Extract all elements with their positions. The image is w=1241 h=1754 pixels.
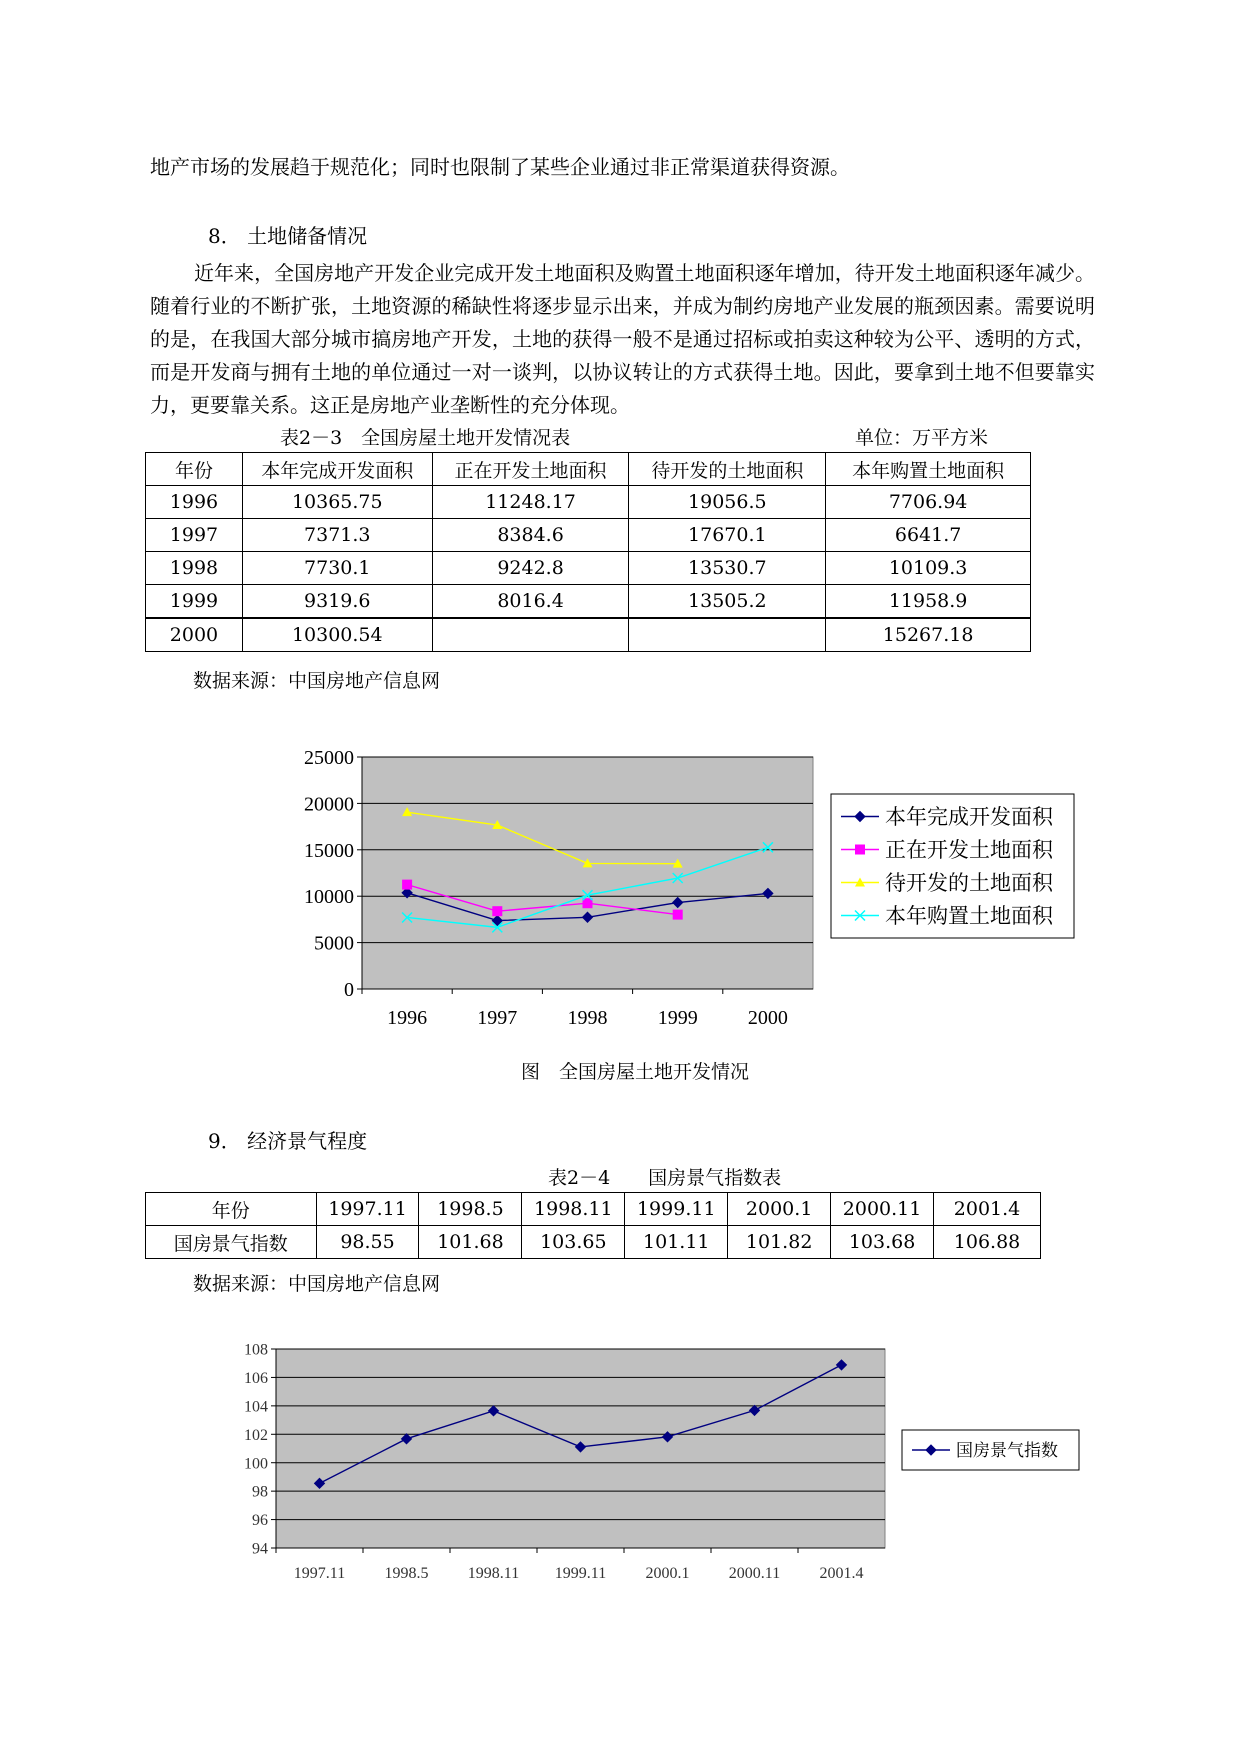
intro-line: 地产市场的发展趋于规范化；同时也限制了某些企业通过非正常渠道获得资源。 (150, 155, 850, 179)
table-cell: 101.82 (728, 1226, 831, 1259)
table-cell: 103.68 (831, 1226, 934, 1259)
y-tick-label: 98 (252, 1483, 268, 1501)
y-tick-label: 10000 (304, 886, 354, 909)
table-2-4-source: 数据来源：中国房地产信息网 (193, 1273, 441, 1295)
x-tick-label: 1998 (567, 1007, 608, 1029)
section-9-heading: 9． 经济景气程度 (208, 1129, 368, 1153)
legend-label: 本年完成开发面积 (885, 805, 1053, 830)
table-cell: 19056.5 (629, 486, 826, 519)
x-tick-label: 1999 (657, 1007, 698, 1029)
table-header-cell: 待开发的土地面积 (629, 453, 826, 486)
table-header-cell: 1997.11 (316, 1193, 419, 1226)
table-cell: 7706.94 (826, 486, 1031, 519)
table-header-cell: 1998.11 (522, 1193, 625, 1226)
table-2-3-source: 数据来源：中国房地产信息网 (193, 670, 441, 692)
table-header-cell: 年份 (146, 1193, 317, 1226)
table-cell: 10365.75 (242, 486, 432, 519)
table-header-cell: 2000.11 (831, 1193, 934, 1226)
table-cell: 8016.4 (432, 585, 629, 619)
table-cell: 101.11 (625, 1226, 728, 1259)
x-tick-label: 2001.4 (819, 1565, 864, 1582)
y-tick-label: 106 (244, 1370, 268, 1388)
table-cell: 1999 (146, 585, 243, 619)
table-cell: 1998 (146, 552, 243, 585)
table-cell: 17670.1 (629, 519, 826, 552)
y-tick-label: 5000 (314, 932, 354, 955)
table-cell: 101.68 (419, 1226, 522, 1259)
x-tick-label: 1996 (387, 1007, 428, 1029)
table-header-cell: 1999.11 (625, 1193, 728, 1226)
y-tick-label: 100 (244, 1455, 268, 1473)
table-cell: 13530.7 (629, 552, 826, 585)
data-point (402, 880, 412, 890)
legend-label: 本年购置土地面积 (885, 904, 1053, 929)
legend-label: 待开发的土地面积 (885, 871, 1053, 896)
table-row (146, 1226, 1041, 1259)
y-tick-label: 0 (344, 979, 354, 1001)
table-cell: 1997 (146, 519, 243, 552)
table-cell: 国房景气指数 (146, 1226, 317, 1259)
data-point (492, 906, 502, 916)
table-header-cell: 2001.4 (934, 1193, 1041, 1226)
table-cell: 103.65 (522, 1226, 625, 1259)
table-cell: 8384.6 (432, 519, 629, 552)
y-tick-label: 102 (244, 1426, 268, 1444)
table-header-cell: 本年购置土地面积 (826, 453, 1031, 486)
table-header-cell: 本年完成开发面积 (242, 453, 432, 486)
table-cell: 11248.17 (432, 486, 629, 519)
table-cell: 1996 (146, 486, 243, 519)
section-8-paragraph: 近年来，全国房地产开发企业完成开发土地面积及购置土地面积逐年增加，待开发土地面积逐年减少。随着行业的不断扩张，土地资源的稀缺性将逐步显示出来，并成为制约房地产业发展的瓶颈因素。需要说明的是，在我国大部分城市搞房地产开发，土地的获得一般不是通过招标或拍卖这种较为公平、透明的方式，而是开发商与拥有土地的单位通过一对一谈判，以协议转让的方式获得土地。因此，要拿到土地不但要靠实力，更要靠关系。这正是房地产业垄断性的充分体现。 (150, 261, 1095, 417)
chart-1-caption: 图 全国房屋土地开发情况 (521, 1061, 750, 1083)
table-header-cell: 正在开发土地面积 (432, 453, 629, 486)
x-tick-label: 1997.11 (293, 1565, 346, 1582)
y-tick-label: 25000 (304, 747, 354, 769)
x-tick-label: 1999.11 (554, 1565, 607, 1582)
x-tick-label: 2000 (747, 1007, 788, 1029)
legend-label: 国房景气指数 (956, 1441, 1058, 1461)
table-cell: 6641.7 (826, 519, 1031, 552)
table-cell: 15267.18 (826, 618, 1031, 652)
section-8-heading: 8． 土地储备情况 (208, 224, 368, 248)
table-cell: 13505.2 (629, 585, 826, 619)
y-tick-label: 104 (244, 1398, 268, 1416)
table-cell: 10300.54 (242, 618, 432, 652)
table-cell: 2000 (146, 618, 243, 652)
table-cell: 7371.3 (242, 519, 432, 552)
x-tick-label: 1997 (477, 1007, 518, 1029)
x-tick-label: 1998.5 (384, 1565, 429, 1582)
y-tick-label: 96 (252, 1512, 268, 1530)
data-point (855, 845, 865, 855)
x-tick-label: 2000.1 (645, 1565, 690, 1582)
table-2-3-title: 表2－3 全国房屋土地开发情况表 (280, 427, 571, 449)
table-cell: 98.55 (316, 1226, 419, 1259)
table-cell: 11958.9 (826, 585, 1031, 619)
plot-area (362, 757, 813, 989)
y-tick-label: 94 (252, 1540, 268, 1558)
table-2-3-unit: 单位：万平方米 (855, 427, 989, 449)
table-header-cell: 2000.1 (728, 1193, 831, 1226)
table-header-row (146, 1193, 1041, 1226)
table-header-cell: 1998.5 (419, 1193, 522, 1226)
y-tick-label: 15000 (304, 839, 354, 862)
table-2-4-title: 表2－4 国房景气指数表 (548, 1167, 782, 1189)
table-header-cell: 年份 (146, 453, 243, 486)
data-point (673, 910, 683, 920)
y-tick-label: 108 (244, 1341, 268, 1359)
table-cell: 106.88 (934, 1226, 1041, 1259)
x-tick-label: 2000.11 (728, 1565, 781, 1582)
table-cell: 9319.6 (242, 585, 432, 619)
table-cell: 10109.3 (826, 552, 1031, 585)
table-cell: 9242.8 (432, 552, 629, 585)
table-2-4 (145, 1192, 1041, 1259)
table-cell: 7730.1 (242, 552, 432, 585)
y-tick-label: 20000 (304, 793, 354, 816)
legend-label: 正在开发土地面积 (885, 838, 1053, 863)
x-tick-label: 1998.11 (467, 1565, 520, 1582)
